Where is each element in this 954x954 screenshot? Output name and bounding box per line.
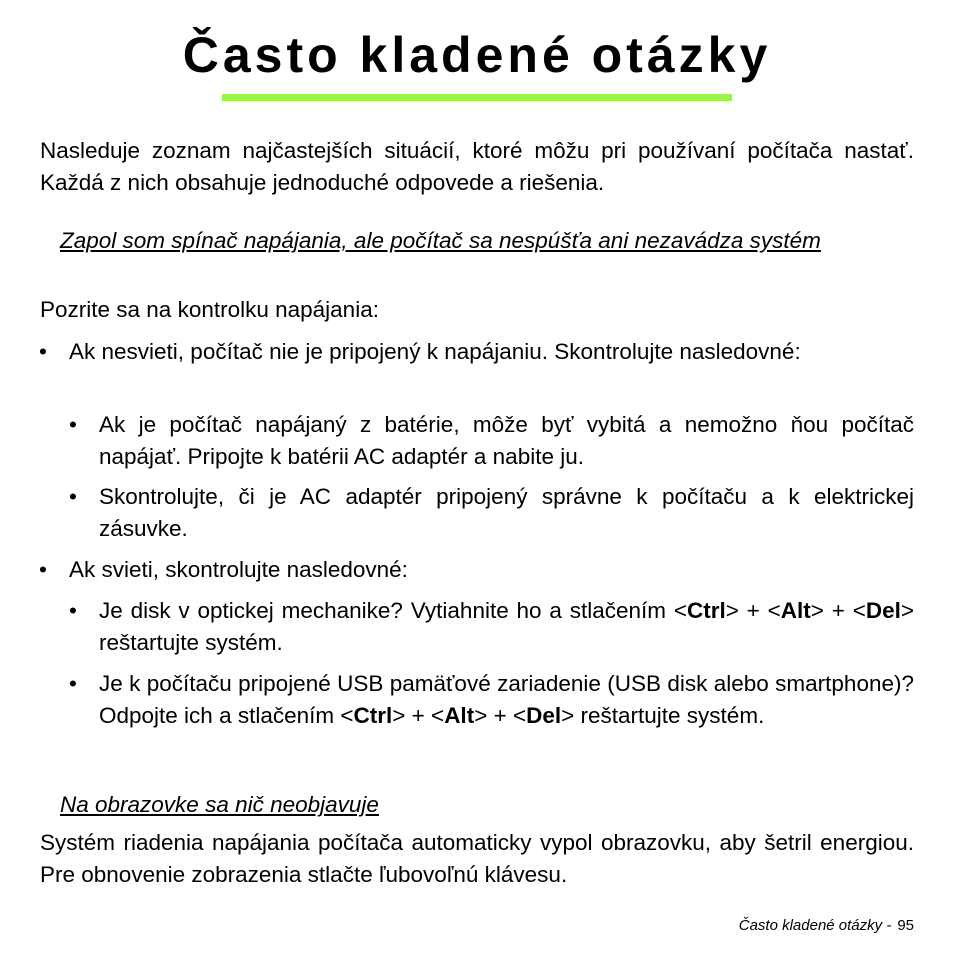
bullet-icon: • [69, 598, 77, 623]
list-item [69, 409, 914, 473]
list-item-text: Je k počítaču pripojené USB pamäťové zariadenie (USB disk alebo smartphone)? Odpojte ich a stlačením <Ctrl> + <Alt> + <Del> reštartujte systém. [99, 671, 914, 728]
intro-paragraph: Nasleduje zoznam najčastejších situácií, ktoré môžu pri používaní počítača nastať. Každá z nich obsahuje jednoduché odpovede a riešenia. [40, 138, 914, 195]
list-item [69, 668, 914, 732]
bullet-icon: • [39, 557, 47, 582]
list-item-text: Ak nesvieti, počítač nie je pripojený k napájaniu. Skontrolujte nasledovné: [69, 339, 801, 364]
footer-label: Často kladené otázky - [738, 917, 892, 934]
power-lead-text: Pozrite sa na kontrolku napájania: [40, 297, 379, 322]
key-del: Del [865, 598, 901, 623]
list-item [39, 554, 914, 586]
list-item [69, 595, 914, 659]
screen-body-text: Systém riadenia napájania počítača automaticky vypol obrazovku, aby šetril energiou. Pre obnovenie zobrazenia stlačte ľubovoľnú klávesu. [40, 830, 914, 887]
key-alt: Alt [444, 703, 475, 728]
bullet-icon: • [69, 484, 77, 509]
bullet-icon: • [39, 339, 47, 364]
key-del: Del [526, 703, 562, 728]
section-heading-power: Zapol som spínač napájania, ale počítač sa nespúšťa ani nezavádza systém [60, 228, 821, 253]
key-alt: Alt [780, 598, 811, 623]
key-ctrl: Ctrl [686, 598, 726, 623]
list-item-text: Je disk v optickej mechanike? Vytiahnite ho a stlačením <Ctrl> + <Alt> + <Del> reštartujte systém. [99, 598, 914, 655]
list-item [39, 336, 914, 368]
bullet-icon: • [69, 671, 77, 696]
list-item [69, 481, 914, 545]
list-item-text: Skontrolujte, či je AC adaptér pripojený správne k počítaču a k elektrickej zásuvke. [99, 484, 914, 541]
title-underline [222, 94, 732, 101]
page-footer [739, 917, 914, 934]
list-item-text: Ak je počítač napájaný z batérie, môže byť vybitá a nemožno ňou počítač napájať. Pripojte k batérii AC adaptér a nabite ju. [99, 412, 914, 469]
page-number: 95 [897, 917, 914, 934]
bullet-icon: • [69, 412, 77, 437]
page-title: Často kladené otázky [182, 27, 772, 83]
key-ctrl: Ctrl [353, 703, 393, 728]
section-heading-screen: Na obrazovke sa nič neobjavuje [60, 792, 379, 817]
list-item-text: Ak svieti, skontrolujte nasledovné: [69, 557, 408, 582]
